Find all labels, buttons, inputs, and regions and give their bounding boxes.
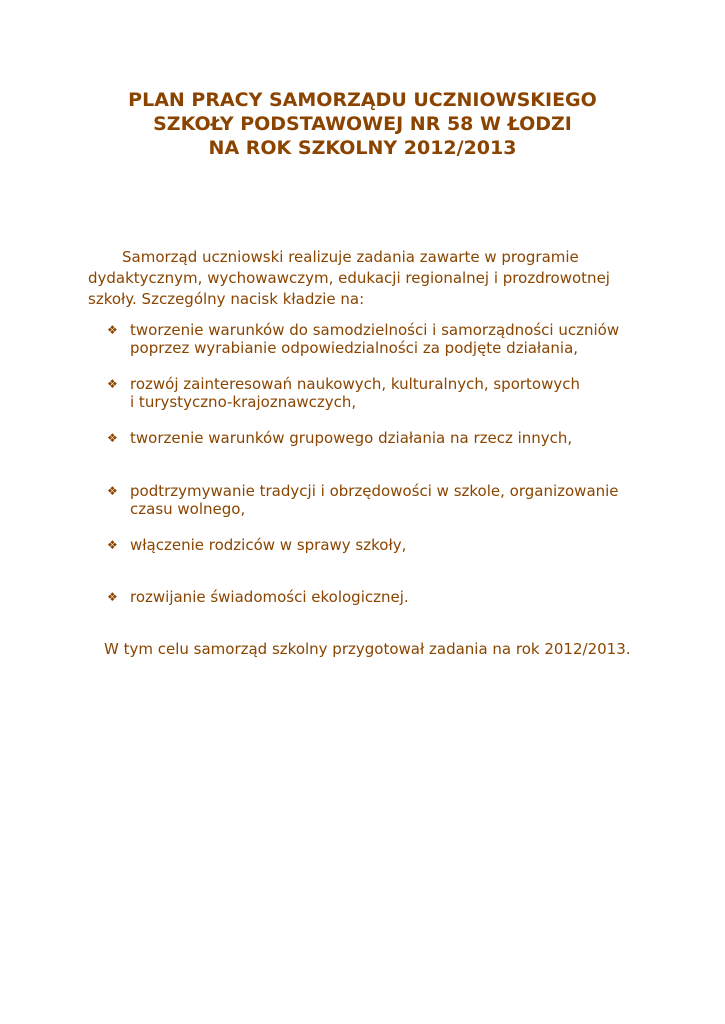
list-item <box>107 321 647 357</box>
list-item <box>107 375 647 411</box>
list-item-line-2: i turystyczno-krajoznawczych, <box>130 393 357 411</box>
intro-line-3: szkoły. Szczególny nacisk kładzie na: <box>88 290 365 308</box>
list-item-line-1: tworzenie warunków grupowego działania na rzecz innych, <box>130 429 573 447</box>
intro-line-1: Samorząd uczniowski realizuje zadania zawarte w programie <box>122 248 579 266</box>
diamond-star-bullet-icon: ❖ <box>107 431 118 445</box>
list-item-line-2: czasu wolnego, <box>130 500 246 518</box>
intro-line-2: dydaktycznym, wychowawczym, edukacji regionalnej i prozdrowotnej <box>88 269 610 287</box>
diamond-star-bullet-icon: ❖ <box>107 590 118 604</box>
diamond-star-bullet-icon: ❖ <box>107 484 118 498</box>
list-item <box>107 536 647 554</box>
list-item <box>107 482 647 518</box>
document-title <box>0 88 725 160</box>
diamond-star-bullet-icon: ❖ <box>107 538 118 552</box>
list-item-line-2: poprzez wyrabianie odpowiedzialności za podjęte działania, <box>130 339 579 357</box>
list-item-line-1: tworzenie warunków do samodzielności i samorządności uczniów <box>130 321 620 339</box>
diamond-star-bullet-icon: ❖ <box>107 377 118 391</box>
list-item-line-1: podtrzymywanie tradycji i obrzędowości w szkole, organizowanie <box>130 482 619 500</box>
title-line-3: NA ROK SZKOLNY 2012/2013 <box>208 137 517 159</box>
title-line-1: PLAN PRACY SAMORZĄDU UCZNIOWSKIEGO <box>128 89 597 111</box>
intro-paragraph <box>88 247 628 310</box>
list-item <box>107 588 647 606</box>
closing-paragraph: W tym celu samorząd szkolny przygotował zadania na rok 2012/2013. <box>104 640 631 658</box>
diamond-star-bullet-icon: ❖ <box>107 323 118 337</box>
list-item <box>107 429 647 447</box>
list-item-line-1: rozwijanie świadomości ekologicznej. <box>130 588 409 606</box>
list-item-line-1: rozwój zainteresowań naukowych, kulturalnych, sportowych <box>130 375 581 393</box>
title-line-2: SZKOŁY PODSTAWOWEJ NR 58 W ŁODZI <box>153 113 572 135</box>
list-item-line-1: włączenie rodziców w sprawy szkoły, <box>130 536 407 554</box>
